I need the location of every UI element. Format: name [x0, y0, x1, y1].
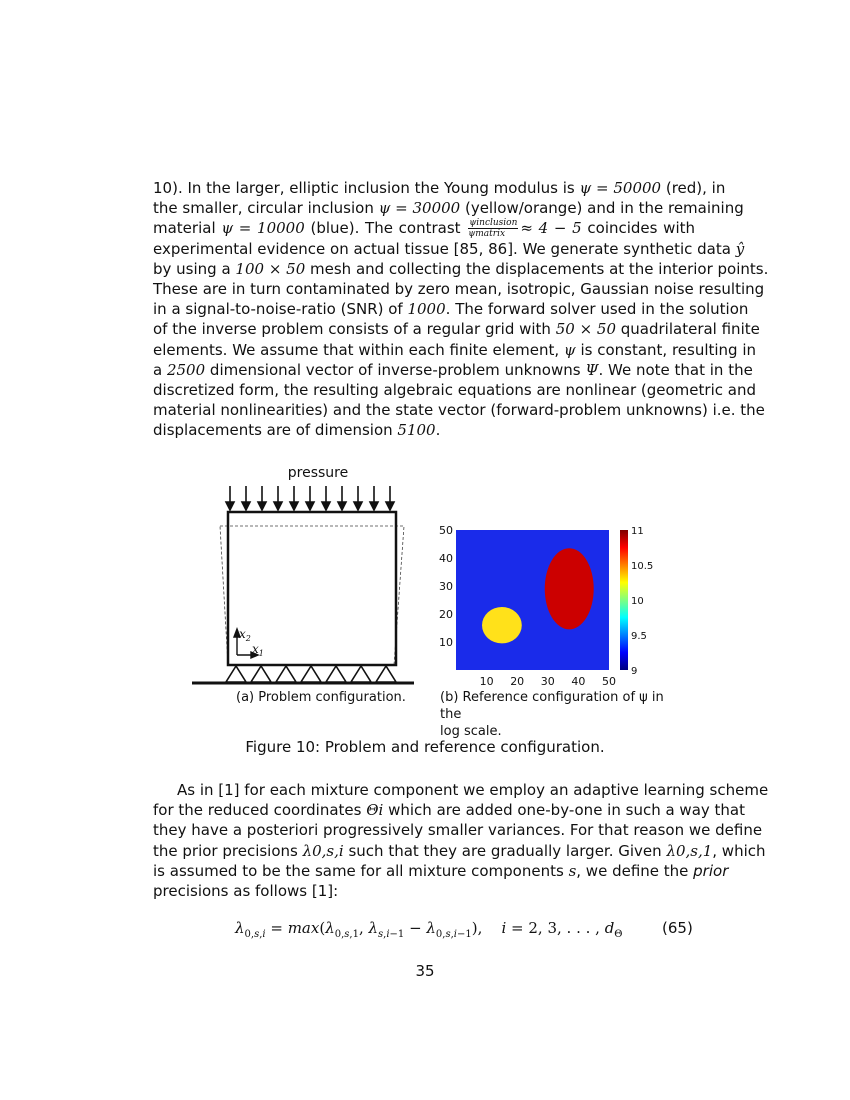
text-run: such that they are gradually larger. Given	[343, 841, 667, 860]
colorbar-tick-label: 10	[631, 596, 644, 607]
text-run: dimensional vector of inverse-problem unknowns	[205, 360, 586, 379]
axis-x1-label: $x_1$	[252, 642, 264, 658]
large-inclusion	[545, 548, 594, 629]
colorbar-tick-label: 10.5	[631, 561, 654, 572]
small-inclusion	[482, 607, 522, 643]
text-run: . The forward solver used in the solution	[445, 300, 749, 319]
inline-math: 50 × 50	[555, 320, 616, 339]
problem-configuration-figure	[188, 460, 418, 690]
paragraph1-line	[153, 218, 695, 238]
y-tick-label: 20	[439, 608, 453, 621]
reference-configuration-heatmap	[436, 520, 666, 692]
y-tick-label: 40	[439, 552, 453, 565]
text-run: 10). In the larger, elliptic inclusion the Young modulus is	[153, 179, 580, 197]
text-run: the smaller, circular inclusion	[153, 199, 379, 218]
colorbar-tick-label: 11	[631, 526, 644, 537]
text-run: material	[153, 219, 222, 238]
fraction-denominator: ψmatrix	[468, 229, 506, 240]
deformed-outline	[220, 526, 404, 665]
text-run: a	[153, 360, 167, 379]
inline-math: 1000	[407, 300, 446, 319]
page-number: 35	[415, 962, 435, 980]
colorbar	[620, 530, 628, 670]
caption-b-line1: (b) Reference configuration of ψ in the	[440, 690, 664, 722]
inline-math: prior	[693, 861, 729, 880]
inline-math: ψ = 50000	[579, 179, 662, 197]
inline-math: ŷ	[735, 239, 745, 258]
paragraph2-line	[153, 820, 763, 840]
text-run: (blue). The contrast	[304, 219, 467, 238]
text-run: the prior precisions	[153, 841, 303, 860]
inline-math: λ0,s,1	[666, 841, 713, 860]
text-run: (yellow/orange) and in the remaining	[460, 199, 744, 218]
paragraph1-line	[153, 259, 769, 279]
text-run: which are added one-by-one in such a way that	[383, 801, 745, 820]
paragraph2-line	[153, 861, 729, 881]
text-run: is assumed to be the same for all mixture components	[153, 861, 569, 880]
paragraph-1	[153, 178, 769, 440]
text-run: experimental evidence on actual tissue [85, 86]. We generate synthetic data	[153, 239, 736, 258]
text-run: quadrilateral finite	[616, 320, 760, 339]
paragraph1-line	[153, 178, 726, 198]
y-tick-label: 50	[439, 524, 453, 537]
text-run: of the inverse problem consists of a regular grid with	[153, 320, 556, 339]
paragraph1-line	[153, 299, 749, 319]
text-run: in a signal-to-noise-ratio (SNR) of	[153, 300, 408, 319]
inline-math: Θi	[366, 801, 384, 820]
pressure-arrows	[226, 486, 394, 510]
figure-caption: Figure 10: Problem and reference configuration.	[245, 738, 605, 756]
text-run: .	[435, 421, 441, 440]
contrast-fraction	[468, 218, 518, 239]
x-tick-label: 40	[571, 675, 586, 688]
text-run: discretized form, the resulting algebraic equations are nonlinear (geometric and	[153, 380, 756, 399]
paragraph1-line	[153, 239, 745, 259]
inline-math: 100 × 50	[235, 259, 306, 278]
paragraph1-line	[153, 340, 757, 360]
text-run: precisions as follows [1]:	[153, 881, 339, 900]
colorbar-tick-label: 9.5	[631, 631, 647, 642]
equation-number: (65)	[662, 919, 693, 937]
inline-math: 2500	[166, 360, 206, 379]
inline-math: s	[568, 861, 577, 880]
text-run: coincides with	[581, 219, 695, 238]
fraction-numerator: ψinclusion	[469, 218, 518, 229]
x-tick-label: 50	[602, 675, 616, 688]
inline-math: ≈ 4 − 5	[520, 219, 582, 238]
text-run: displacements are of dimension	[153, 421, 398, 440]
paragraph1-line	[153, 400, 765, 420]
paragraph2-line	[153, 800, 745, 820]
text-run: is constant, resulting in	[575, 340, 757, 359]
caption-b	[440, 689, 670, 740]
text-run: As in [1] for each mixture component we employ an adaptive learning scheme	[177, 781, 769, 799]
text-run: mesh and collecting the displacements at the interior points.	[305, 259, 769, 278]
caption-b-line2: log scale.	[440, 724, 502, 739]
inline-math: 5100	[397, 421, 436, 440]
text-run: , which	[712, 841, 766, 860]
x-tick-label: 20	[510, 675, 525, 688]
paragraph1-line	[153, 279, 765, 299]
text-run: by using a	[153, 259, 236, 278]
roller-supports	[226, 666, 396, 682]
paragraph1-line	[153, 380, 756, 400]
paragraph2-line	[153, 780, 769, 800]
text-run: (red), in	[661, 179, 726, 197]
y-tick-label: 10	[439, 636, 453, 649]
paragraph1-line	[153, 420, 695, 440]
text-run: they have a posteriori progressively smaller variances. For that reason we define	[153, 821, 763, 840]
x-tick-label: 10	[479, 675, 494, 688]
text-run: elements. We assume that within each finite element,	[153, 340, 564, 359]
axis-x2-label: $x_2$	[239, 627, 251, 643]
text-run: for the reduced coordinates	[153, 801, 367, 820]
text-run: These are in turn contaminated by zero mean, isotropic, Gaussian noise resulting	[153, 279, 765, 298]
inline-math: ψ	[563, 340, 576, 359]
y-tick-label: 30	[439, 580, 453, 593]
inline-math: ψ = 10000	[221, 219, 305, 238]
inline-math: Ψ	[585, 360, 599, 379]
x-tick-label: 30	[540, 675, 555, 688]
colorbar-tick-label: 9	[631, 666, 638, 677]
text-run: , we define the	[576, 861, 694, 880]
paragraph1-line	[153, 198, 744, 218]
pressure-label: pressure	[287, 465, 349, 481]
inline-math: ψ = 30000	[378, 199, 461, 218]
text-run: material nonlinearities) and the state vector (forward-problem unknowns) i.e. the	[153, 401, 765, 420]
paragraph-2	[153, 780, 769, 901]
text-run: . We note that in the	[598, 360, 753, 379]
paragraph1-line	[153, 360, 753, 380]
paragraph2-line	[153, 881, 695, 901]
equation-65: $\lambda_{0,s,i} = \max(\lambda_{0,s,1}$, $\lambda_{s,i-1} - \lambda_{0,s,i-1}$), i = 2, 3, . . . , $d_\Theta$	[235, 919, 623, 940]
caption-a: (a) Problem configuration.	[236, 690, 406, 705]
paragraph2-line	[153, 841, 766, 861]
paragraph1-line	[153, 319, 760, 339]
inline-math: λ0,s,i	[302, 841, 344, 860]
